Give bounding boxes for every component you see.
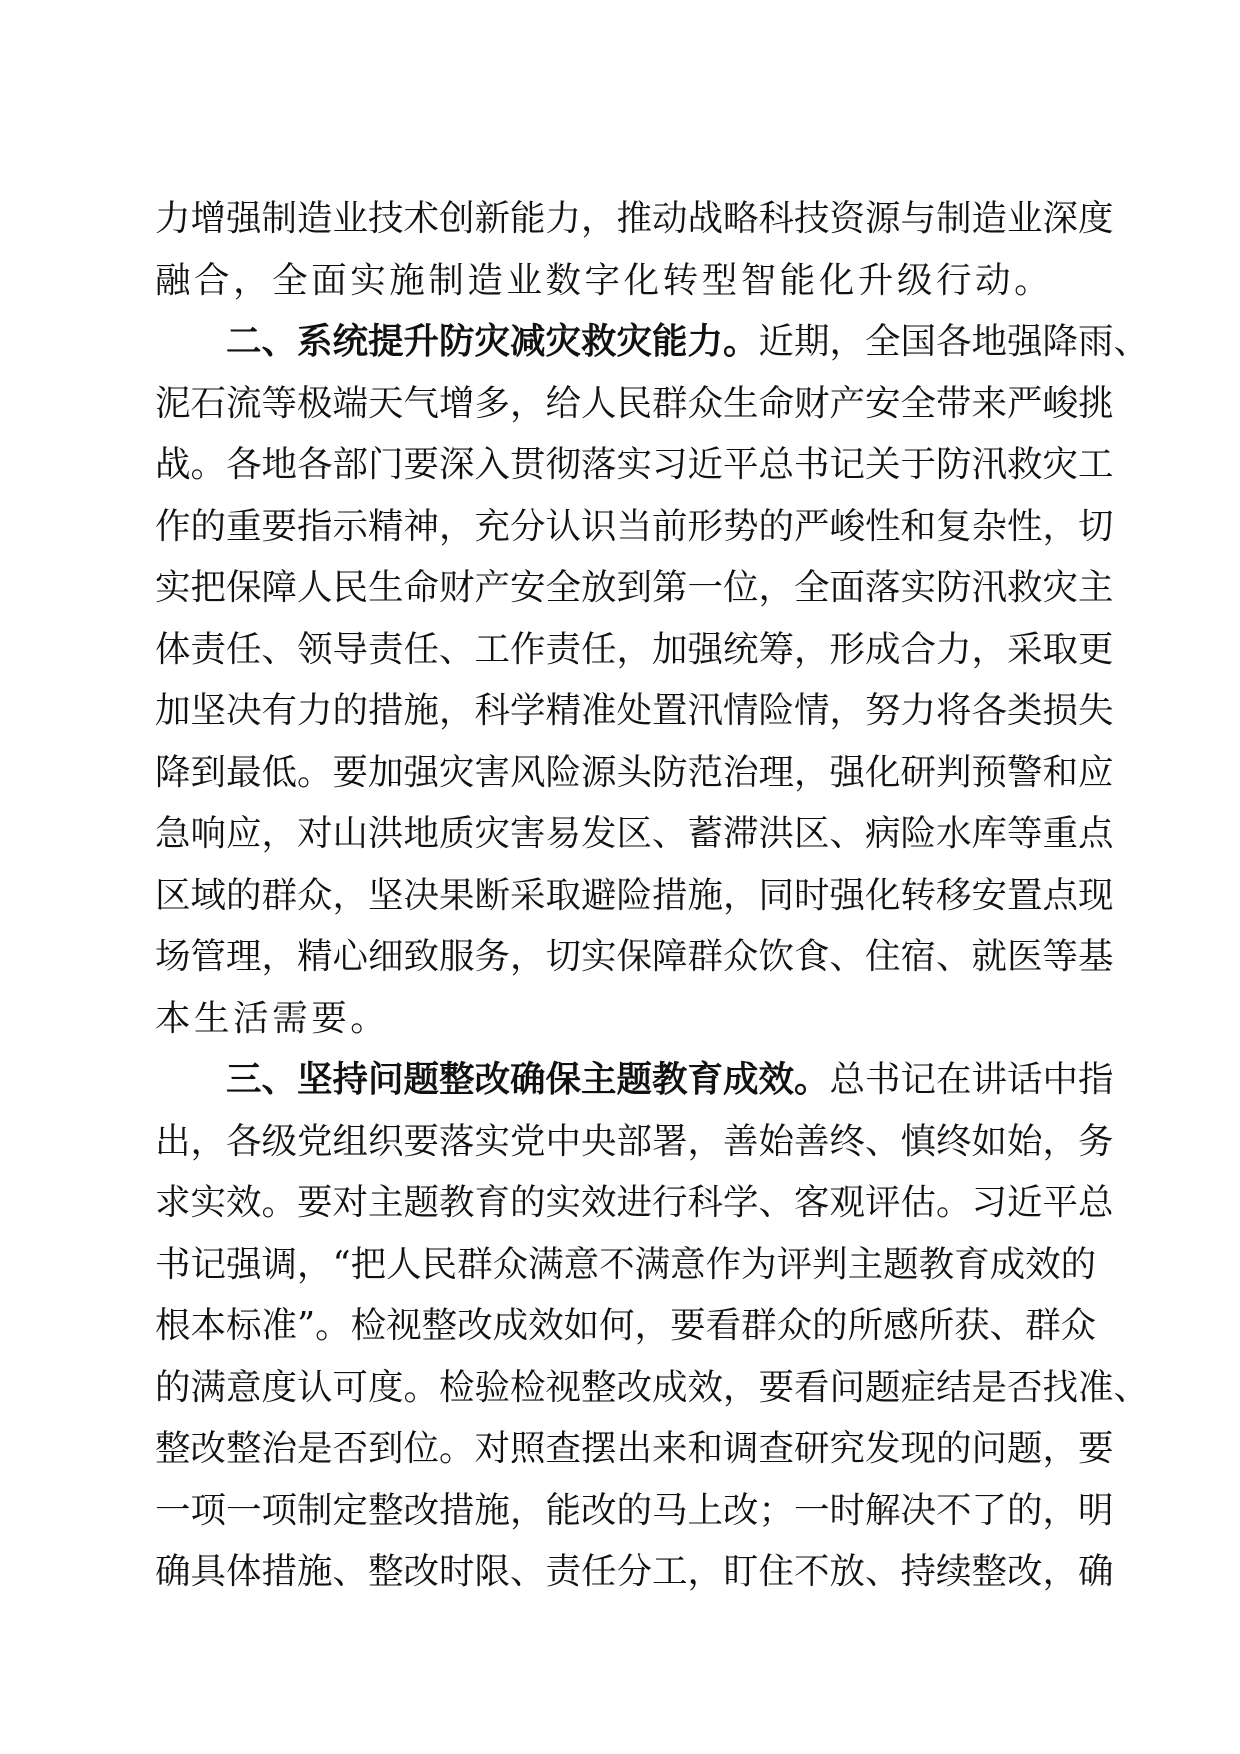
text-line bbox=[155, 1111, 1114, 1173]
text-line bbox=[155, 434, 1114, 496]
line-text: 实把保障人民生命财产安全放到第一位，全面落实防汛救灾主 bbox=[155, 567, 1114, 608]
text-line bbox=[155, 865, 1114, 927]
text-line bbox=[155, 1172, 1114, 1234]
line-text: 急响应，对山洪地质灾害易发区、蓄滞洪区、病险水库等重点 bbox=[155, 813, 1114, 854]
text-line bbox=[155, 742, 1114, 804]
line-text: 融合，全面实施制造业数字化转型智能化升级行动。 bbox=[155, 259, 1054, 301]
text-line bbox=[155, 373, 1114, 435]
line-text: 近期，全国各地强降雨、 bbox=[758, 321, 1150, 362]
line-text: 确具体措施、整改时限、责任分工，盯住不放、持续整改，确 bbox=[155, 1551, 1114, 1592]
line-text: 体责任、领导责任、工作责任，加强统筹，形成合力，采取更 bbox=[155, 628, 1114, 670]
text-line bbox=[155, 250, 1085, 312]
text-line bbox=[155, 311, 1150, 373]
text-line bbox=[155, 926, 1114, 988]
text-line bbox=[155, 1480, 1114, 1542]
text-line bbox=[155, 496, 1114, 558]
line-text: 本生活需要。 bbox=[155, 997, 390, 1039]
line-text: 的满意度认可度。检验检视整改成效，要看问题症结是否找准、 bbox=[155, 1366, 1150, 1408]
line-text: 根本标准”。检视整改成效如何，要看群众的所感所获、群众 bbox=[155, 1305, 1097, 1346]
section-heading-3: 三、坚持问题整改确保主题教育成效。 bbox=[226, 1059, 830, 1100]
text-line bbox=[155, 1295, 1097, 1357]
line-text: 一项一项制定整改措施，能改的马上改；一时解决不了的，明 bbox=[155, 1489, 1114, 1531]
line-text: 区域的群众，坚决果断采取避险措施，同时强化转移安置点现 bbox=[155, 874, 1114, 916]
line-text: 书记强调，“把人民群众满意不满意作为评判主题教育成效的 bbox=[155, 1243, 1097, 1285]
text-line bbox=[155, 803, 1114, 865]
line-text: 战。各地各部门要深入贯彻落实习近平总书记关于防汛救灾工 bbox=[155, 444, 1114, 485]
text-line bbox=[155, 1541, 1114, 1603]
line-text: 降到最低。要加强灾害风险源头防范治理，强化研判预警和应 bbox=[155, 751, 1114, 793]
text-line bbox=[155, 1234, 1097, 1296]
line-text: 出，各级党组织要落实党中央部署，善始善终、慎终如始，务 bbox=[155, 1120, 1114, 1162]
line-text: 作的重要指示精神，充分认识当前形势的严峻性和复杂性，切 bbox=[155, 505, 1114, 547]
section-heading-2: 二、系统提升防灾减灾救灾能力。 bbox=[226, 321, 759, 362]
text-line bbox=[155, 680, 1114, 742]
line-text: 场管理，精心细致服务，切实保障群众饮食、住宿、就医等基 bbox=[155, 936, 1114, 977]
text-line bbox=[155, 619, 1114, 681]
line-text: 加坚决有力的措施，科学精准处置汛情险情，努力将各类损失 bbox=[155, 690, 1114, 731]
line-text: 力增强制造业技术创新能力，推动战略科技资源与制造业深度 bbox=[155, 198, 1114, 239]
text-line bbox=[155, 1357, 1150, 1419]
text-line bbox=[155, 1049, 1114, 1111]
text-line bbox=[155, 557, 1114, 619]
text-line bbox=[155, 188, 1114, 250]
text-line bbox=[155, 988, 1085, 1050]
line-text: 整改整治是否到位。对照查摆出来和调查研究发现的问题，要 bbox=[155, 1428, 1114, 1469]
text-line bbox=[155, 1418, 1114, 1480]
line-text: 总书记在讲话中指 bbox=[829, 1059, 1114, 1100]
line-text: 泥石流等极端天气增多，给人民群众生命财产安全带来严峻挑 bbox=[155, 382, 1114, 424]
body-text bbox=[155, 188, 1150, 1603]
line-text: 求实效。要对主题教育的实效进行科学、客观评估。习近平总 bbox=[155, 1182, 1114, 1223]
